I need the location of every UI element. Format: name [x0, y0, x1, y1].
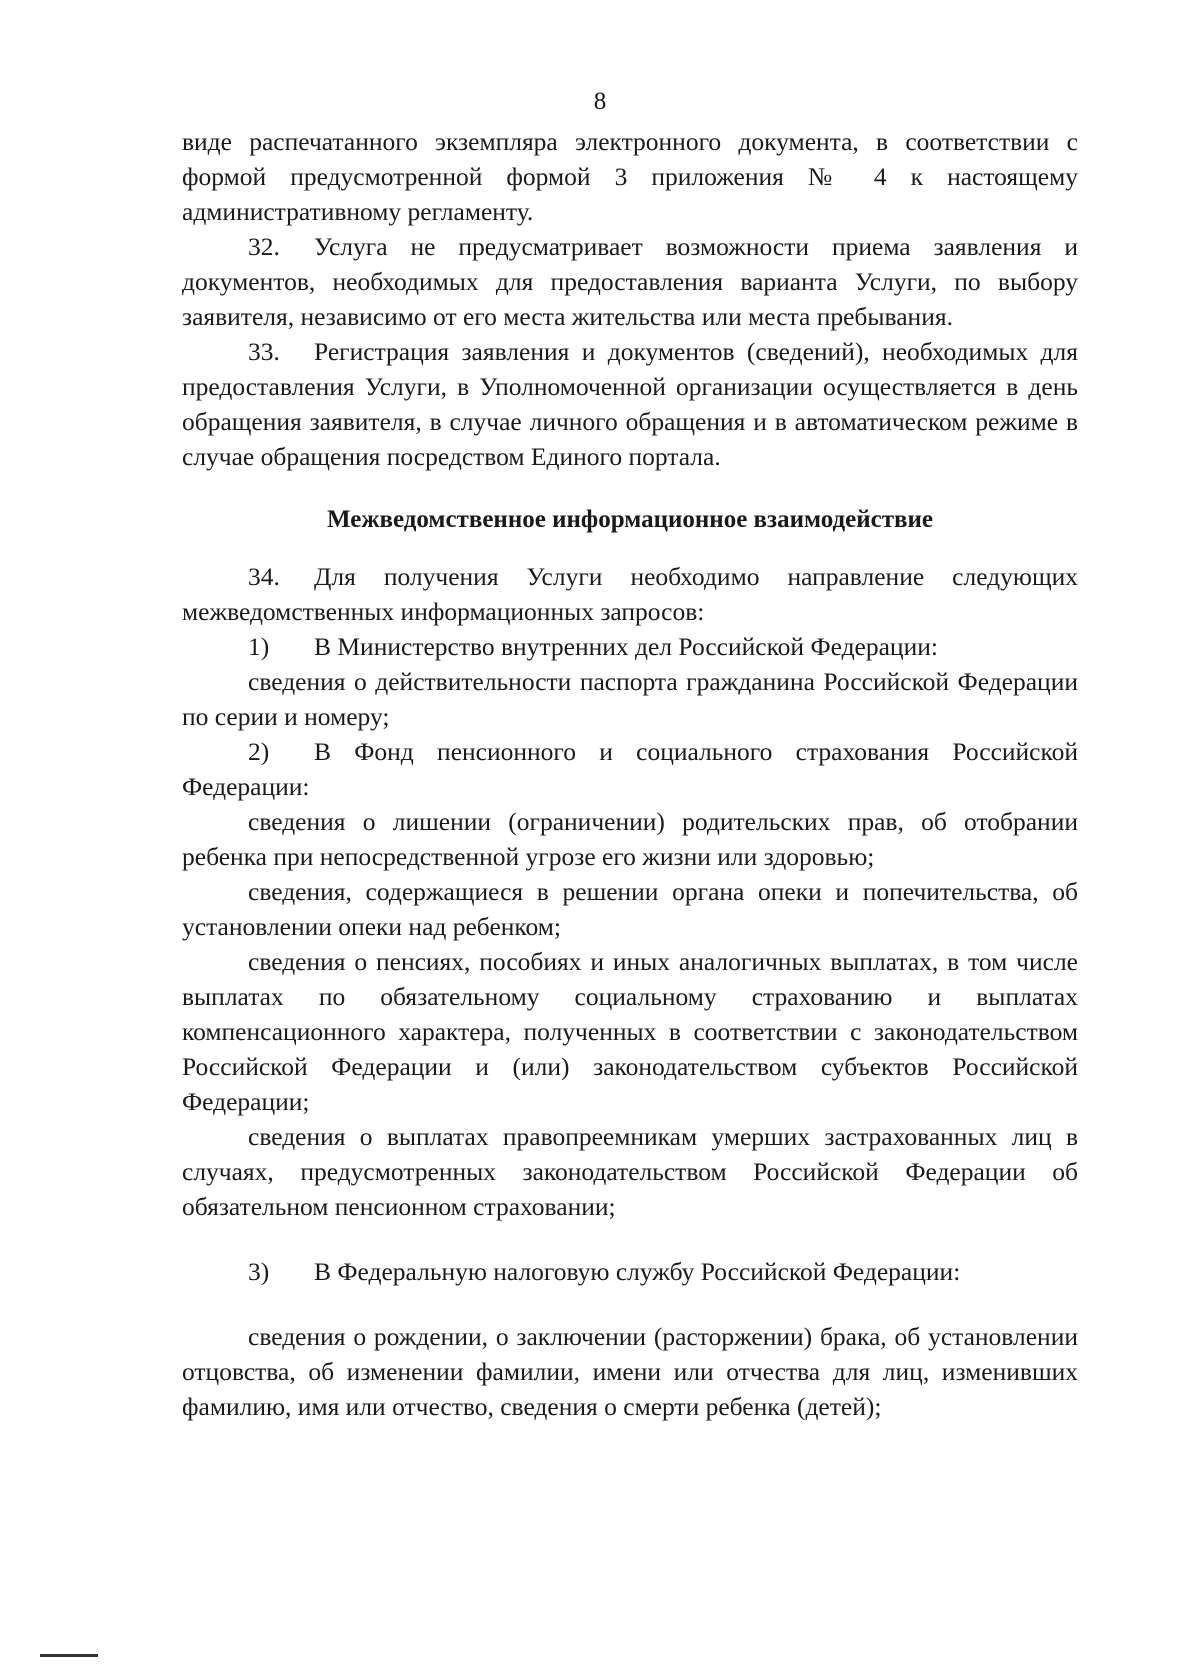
document-body — [182, 124, 1078, 1424]
subitem-2-text: В Фонд пенсионного и социального страхования Российской Федерации: — [182, 737, 1078, 801]
subitem-1 — [182, 629, 1078, 664]
item-33 — [182, 334, 1078, 474]
item-32 — [182, 229, 1078, 334]
section-heading: Межведомственное информационное взаимодействие — [327, 506, 933, 533]
paragraph-continuation: виде распечатанного экземпляра электронного документа, в соответствии с формой предусмотренной формой 3 приложения № 4 к настоящему административному регламенту. — [182, 127, 1078, 226]
subitem-1-text: В Министерство внутренних дел Российской Федерации: — [314, 632, 938, 661]
subitem-1-number: 1) — [248, 632, 270, 661]
scan-edge-mark — [40, 1654, 98, 1657]
subitem-3 — [182, 1254, 1078, 1289]
subitem-2-detail: сведения о пенсиях, пособиях и иных аналогичных выплатах, в том числе выплатах по обязательному социальному страхованию и выплатах компенсационного характера, полученных в соответствии с законодательством Российской Федерации и (или) законодательством субъектов Российской Федерации; — [182, 947, 1078, 1116]
item-34 — [182, 559, 1078, 629]
page-number: 8 — [593, 88, 607, 115]
subitem-2 — [182, 734, 1078, 804]
subitem-2-detail: сведения, содержащиеся в решении органа опеки и попечительства, об установлении опеки над ребенком; — [182, 877, 1078, 941]
item-34-number: 34. — [248, 562, 280, 591]
subitem-3-detail: сведения о рождении, о заключении (расторжении) брака, об установлении отцовства, об изменении фамилии, имени или отчества для лиц, изменивших фамилию, имя или отчество, сведения о смерти ребенка (детей); — [182, 1322, 1078, 1421]
subitem-3-text: В Федеральную налоговую службу Российской Федерации: — [314, 1257, 961, 1286]
item-33-number: 33. — [248, 337, 280, 366]
subitem-3-number: 3) — [248, 1257, 270, 1286]
subitem-2-detail: сведения о лишении (ограничении) родительских прав, об отобрании ребенка при непосредственной угрозе его жизни или здоровью; — [182, 807, 1078, 871]
subitem-1-detail: сведения о действительности паспорта гражданина Российской Федерации по серии и номеру; — [182, 667, 1078, 731]
subitem-2-number: 2) — [248, 737, 270, 766]
item-34-text: Для получения Услуги необходимо направление следующих межведомственных информационных запросов: — [182, 562, 1078, 626]
subitem-2-detail: сведения о выплатах правопреемникам умерших застрахованных лиц в случаях, предусмотренных законодательством Российской Федерации об обязательном пенсионном страховании; — [182, 1122, 1078, 1221]
item-33-text: Регистрация заявления и документов (сведений), необходимых для предоставления Услуги, в Уполномоченной организации осуществляется в день обращения заявителя, в случае личного обращения и в автоматическом режиме в случае обращения посредством Единого портала. — [182, 337, 1078, 471]
item-32-number: 32. — [248, 232, 280, 261]
item-32-text: Услуга не предусматривает возможности приема заявления и документов, необходимых для предоставления варианта Услуги, по выбору заявителя, независимо от его места жительства или места пребывания. — [182, 232, 1078, 331]
